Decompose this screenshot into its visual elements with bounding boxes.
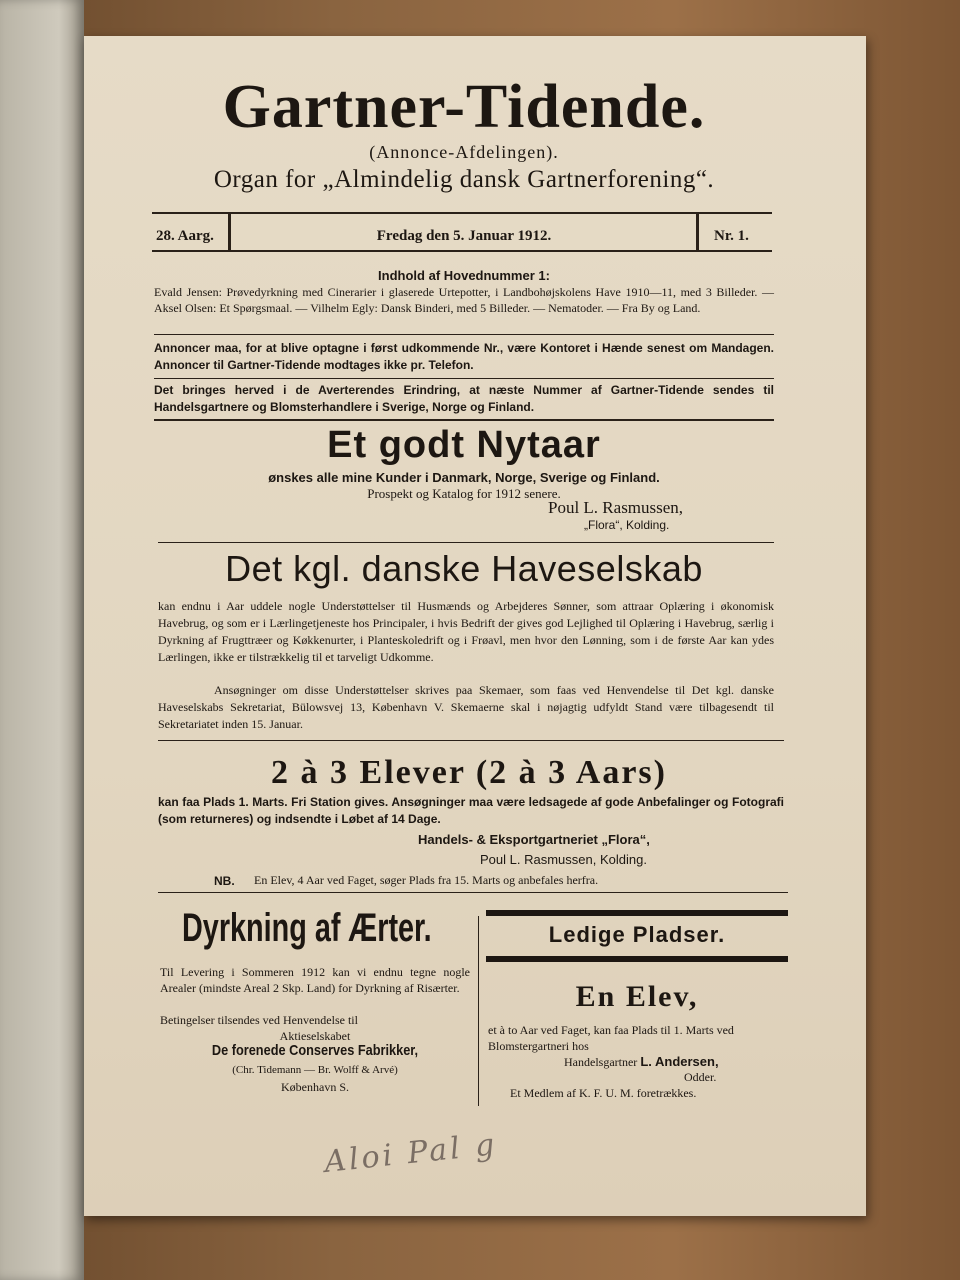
header-divider-left bbox=[228, 214, 231, 250]
nytaar-headline: Et godt Nytaar bbox=[327, 424, 601, 466]
elever-rule bbox=[158, 892, 788, 893]
pladser-text: et à to Aar ved Faget, kan faa Plads til 1. Marts ved Blomstergartneri hos bbox=[488, 1023, 734, 1053]
pladser-top-bar bbox=[486, 910, 788, 916]
aerter-text: Til Levering i Sommeren 1912 kan vi endnu tegne nogle Arealer (mindste Areal 2 Skp. Land) for Dyrkning af Risærter. bbox=[160, 965, 470, 995]
handwritten-note: Aloi Pal g bbox=[322, 1127, 499, 1180]
nytaar-line2: Prospekt og Katalog for 1912 senere. bbox=[367, 486, 561, 501]
masthead-title: Gartner-Tidende. bbox=[222, 73, 706, 141]
issue-number: Nr. 1. bbox=[714, 228, 749, 244]
pladser-bottom-bar bbox=[486, 956, 788, 962]
haveselskab-para1: kan endnu i Aar uddele nogle Understøttelser til Husmænds og Arbejderes Sønner, som attraar Oplæring i økonomisk Havebrug, og som er i Lærlingetjeneste hos Principaler, i hvis Bedrift der gives god Lejlighed til Oplæring i Havebrug, særlig i Dyrkning af Frugttræer og Køkkenurter, i Planteskoledrift og i Frøavl, men hvor den Lønning, som i de første Aar kan ydes Lærlingen, ikke er tilstrækkelig til et tarveligt Udkomme. bbox=[158, 599, 774, 664]
aerter-city: København S. bbox=[281, 1080, 349, 1094]
nytaar-line1: ønskes alle mine Kunder i Danmark, Norge, Sverige og Finland. bbox=[268, 470, 660, 485]
haveselskab-headline: Det kgl. danske Haveselskab bbox=[225, 548, 703, 589]
pladser-employer: L. Andersen, bbox=[640, 1054, 719, 1069]
notice-ads-deadline: Annoncer maa, for at blive optagne i først udkommende Nr., være Kontoret i Hænde senest om Mandagen. Annoncer til Gartner-Tidende modtages ikke pr. Telefon. bbox=[154, 341, 774, 372]
elever-nb-label: NB. bbox=[214, 874, 235, 888]
aerter-headline: Dyrkning af Ærter. bbox=[182, 906, 432, 950]
contents-text: Evald Jensen: Prøvedyrkning med Cinerarier i glaserede Urtepotter, i Landbohøjskolens Have 1910—11, med 3 Billeder. — Aksel Olsen: Et Spørgsmaal. — Vilhelm Egly: Dansk Binderi, med 5 Billeder. — Nematoder. — Fra By og Land. bbox=[154, 285, 774, 315]
newspaper-page bbox=[84, 36, 866, 1216]
notice-bottom-rule bbox=[154, 419, 774, 421]
notice-rule bbox=[154, 378, 774, 379]
haveselskab-para2: Ansøgninger om disse Understøttelser skrives paa Skemaer, som faas ved Henvendelse til Det kgl. danske Haveselskabs Sekretariat, Bülowsvej 13, København V. Skemaerne skal i nøjagtig udfyldt Stand være tilbagesendt til Sekretariatet inden 15. Januar. bbox=[158, 683, 774, 731]
aerter-owners: (Chr. Tidemann — Br. Wolff & Arvé) bbox=[232, 1064, 398, 1076]
pladser-employer-line bbox=[564, 1054, 719, 1070]
nytaar-name: Poul L. Rasmussen, bbox=[548, 498, 684, 517]
aerter-line2: Betingelser tilsendes ved Henvendelse til bbox=[160, 1013, 358, 1027]
issue-date: Fredag den 5. Januar 1912. bbox=[376, 228, 552, 244]
elever-sender-firm: Handels- & Eksportgartneriet „Flora“, bbox=[418, 832, 650, 847]
aerter-ad bbox=[160, 906, 480, 951]
elever-nb-text: En Elev, 4 Aar ved Faget, søger Plads fra 15. Marts og anbefales herfra. bbox=[254, 873, 599, 887]
issue-year: 28. Aarg. bbox=[156, 228, 214, 244]
aerter-company: De forenede Conserves Fabrikker, bbox=[211, 1042, 419, 1059]
contents-heading: Indhold af Hovednummer 1: bbox=[378, 268, 550, 283]
pladser-headline: En Elev, bbox=[575, 980, 699, 1013]
aerter-line3: Aktieselskabet bbox=[279, 1029, 351, 1043]
nytaar-place: „Flora“, Kolding. bbox=[584, 518, 670, 532]
notice-reminder: Det bringes herved i de Averterendes Erindring, at næste Nummer af Gartner-Tidende sendes til Handelsgartnere og Blomsterhandlere i Sverige, Norge og Finland. bbox=[154, 383, 774, 414]
elever-headline: 2 à 3 Elever (2 à 3 Aars) bbox=[271, 754, 667, 791]
haveselskab-rule bbox=[158, 740, 784, 741]
header-top-rule bbox=[152, 212, 772, 214]
pladser-employer-prefix: Handelsgartner bbox=[564, 1055, 638, 1069]
elever-sender-name: Poul L. Rasmussen, Kolding. bbox=[480, 852, 647, 867]
pladser-section-title: Ledige Pladser. bbox=[548, 922, 726, 947]
pladser-note: Et Medlem af K. F. U. M. foretrækkes. bbox=[510, 1086, 697, 1100]
contents-rule bbox=[154, 334, 774, 335]
header-divider-right bbox=[696, 214, 699, 250]
nytaar-rule bbox=[158, 542, 774, 543]
masthead-subtitle: (Annonce-Afdelingen). bbox=[369, 142, 559, 162]
pladser-town: Odder. bbox=[684, 1070, 717, 1084]
column-divider bbox=[478, 916, 479, 1106]
masthead-organ: Organ for „Almindelig dansk Gartnerforening“. bbox=[213, 166, 715, 193]
elever-text: kan faa Plads 1. Marts. Fri Station gives. Ansøgninger maa være ledsagede af gode Anbefalinger og Fotografi (som returneres) og indsendte i Løbet af 14 Dage. bbox=[158, 795, 784, 826]
previous-page-edge bbox=[0, 0, 84, 1280]
